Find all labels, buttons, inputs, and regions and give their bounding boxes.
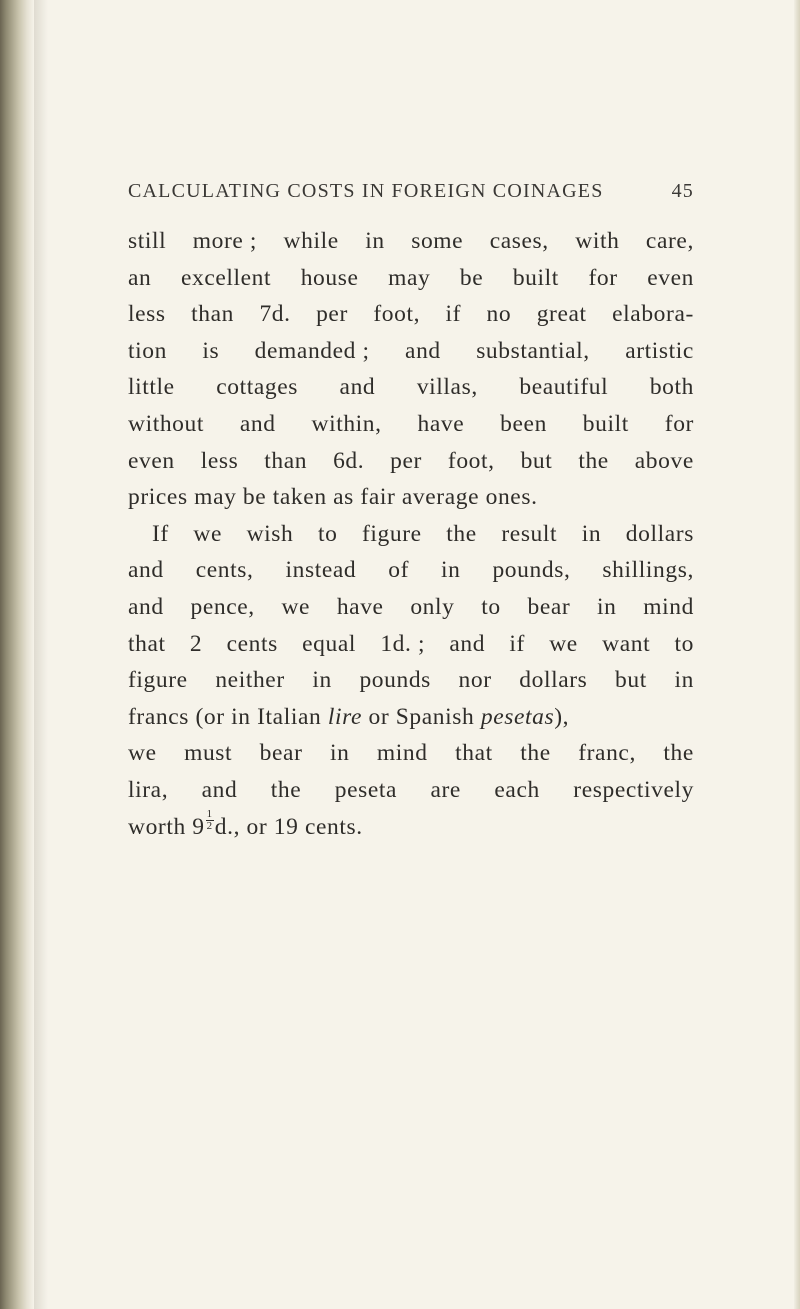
text-line: [128, 552, 694, 589]
word: must: [184, 740, 233, 767]
word: cottages: [216, 374, 299, 401]
word: have: [336, 593, 384, 620]
fraction-numerator: 1: [206, 807, 213, 820]
word: result: [501, 520, 558, 547]
word: instead: [285, 557, 357, 584]
book-page: [128, 180, 694, 845]
word: per: [316, 301, 348, 328]
line-text: worth 9: [128, 813, 205, 840]
word: 2: [189, 630, 203, 657]
text-line: [128, 369, 694, 406]
text-line: [128, 479, 694, 516]
word: house: [300, 264, 359, 291]
word: to: [481, 593, 501, 620]
word: neither: [215, 667, 285, 694]
word: the: [663, 740, 694, 767]
word: may: [388, 264, 431, 291]
word: and: [201, 776, 238, 803]
word: both: [649, 374, 694, 401]
word: that: [455, 740, 493, 767]
word: each: [494, 776, 540, 803]
text-line: [128, 662, 694, 699]
word: without: [128, 410, 205, 437]
word: bear: [527, 593, 571, 620]
word: lira,: [128, 776, 169, 803]
text-line: [128, 589, 694, 626]
line-text: d., or 19 cents.: [214, 813, 363, 840]
word: the: [446, 520, 477, 547]
word: even: [647, 264, 694, 291]
word: we: [128, 740, 157, 767]
text-line-last: [128, 809, 694, 846]
fraction-half: [206, 809, 214, 846]
word: only: [410, 593, 455, 620]
word: less: [200, 447, 239, 474]
running-head: [128, 180, 694, 203]
word: than: [264, 447, 308, 474]
word: and: [405, 337, 441, 364]
text-line-14: [128, 735, 694, 772]
running-head-title: CALCULATING COSTS IN FOREIGN COINAGES: [128, 180, 604, 202]
word: with: [575, 228, 620, 254]
word: while: [283, 228, 339, 254]
word: in: [597, 593, 617, 620]
word: an: [128, 264, 152, 291]
word: bear: [259, 740, 303, 767]
word: want: [602, 630, 651, 657]
word: if: [445, 301, 462, 328]
word: above: [634, 447, 694, 474]
word: substantial,: [476, 337, 590, 364]
word: great: [536, 301, 587, 328]
word: the: [578, 447, 609, 474]
word: are: [430, 776, 461, 803]
word: to: [674, 630, 694, 657]
paragraph-lines: [128, 223, 694, 699]
word: we: [549, 630, 578, 657]
word: in: [312, 667, 332, 694]
line-text: francs (or in Italian: [128, 703, 322, 730]
word: for: [664, 410, 694, 437]
text-line: [128, 406, 694, 443]
word: in: [674, 667, 694, 694]
word: but: [615, 667, 647, 694]
word: and: [128, 593, 164, 620]
word: tion: [128, 337, 167, 364]
word: If: [152, 520, 169, 547]
word: wish: [246, 520, 294, 547]
word: figure: [362, 520, 422, 547]
word: more ;: [192, 228, 258, 254]
word: shillings,: [602, 557, 694, 584]
word: but: [520, 447, 553, 474]
word: mind: [643, 593, 694, 620]
word: been: [500, 410, 547, 437]
text-line: [128, 443, 694, 480]
word: no: [486, 301, 512, 328]
word: cents: [226, 630, 278, 657]
word: 6d.: [333, 447, 365, 474]
text-line: [128, 626, 694, 663]
page-edge: [794, 0, 800, 1309]
word: equal: [302, 630, 357, 657]
book-gutter: [0, 0, 34, 1309]
text-line-15: [128, 772, 694, 809]
word: still: [128, 228, 167, 254]
word: dollars: [519, 667, 588, 694]
word: of: [388, 557, 409, 584]
word: for: [588, 264, 618, 291]
word: in: [329, 740, 350, 767]
word: and: [239, 410, 276, 437]
word: if: [509, 630, 525, 657]
word: is: [202, 337, 220, 364]
text-line-francs: [128, 699, 694, 736]
word: nor: [458, 667, 492, 694]
word: peseta: [334, 776, 398, 803]
word: excellent: [180, 264, 272, 291]
word: cases,: [489, 228, 549, 254]
word: pounds,: [492, 557, 571, 584]
word: we: [281, 593, 311, 620]
fraction-denominator: 2: [206, 819, 213, 832]
word: have: [417, 410, 465, 437]
word: even: [128, 447, 175, 474]
word: than: [191, 301, 234, 328]
word: respectively: [573, 776, 694, 803]
gutter-shadow: [34, 0, 48, 1309]
word: care,: [645, 228, 694, 254]
word: within,: [311, 410, 382, 437]
word: foot,: [447, 447, 495, 474]
word: foot,: [373, 301, 421, 328]
word: to: [317, 520, 338, 547]
line-text: or Spanish: [368, 703, 475, 730]
word: dollars: [625, 520, 694, 547]
word: figure: [128, 667, 188, 694]
text-line: [128, 333, 694, 370]
text-line: [128, 516, 694, 553]
word: pounds: [359, 667, 431, 694]
word: that: [128, 630, 166, 657]
page-number: 45: [671, 180, 694, 202]
word: in: [440, 557, 461, 584]
text-line: [128, 296, 694, 333]
word: be: [459, 264, 484, 291]
word: cents,: [195, 557, 254, 584]
word: elabora-: [612, 301, 694, 328]
word: the: [270, 776, 302, 803]
text-line: [128, 223, 694, 260]
word: and: [339, 374, 376, 401]
body-text: [128, 223, 694, 845]
word: and: [128, 557, 164, 584]
word: in: [581, 520, 602, 547]
word: per: [390, 447, 422, 474]
word: little: [128, 374, 175, 401]
word: prices may be taken as fair average ones.: [128, 484, 538, 511]
word: less: [128, 301, 166, 328]
italic-lire: lire: [327, 703, 362, 730]
word: the: [520, 740, 551, 767]
word: pence,: [190, 593, 255, 620]
word: artistic: [625, 337, 694, 364]
word: villas,: [416, 374, 478, 401]
word: demanded ;: [254, 337, 370, 364]
word: mind: [376, 740, 428, 767]
word: built: [582, 410, 629, 437]
word: 7d.: [259, 301, 291, 328]
word: in: [365, 228, 385, 254]
word: some: [411, 228, 464, 254]
word: beautiful: [519, 374, 609, 401]
word: we: [193, 520, 223, 547]
italic-pesetas: pesetas: [480, 703, 555, 730]
line-text: ),: [554, 703, 570, 730]
word: 1d. ;: [380, 630, 426, 657]
word: built: [512, 264, 559, 291]
text-line: [128, 260, 694, 297]
word: and: [449, 630, 486, 657]
word: franc,: [578, 740, 636, 767]
